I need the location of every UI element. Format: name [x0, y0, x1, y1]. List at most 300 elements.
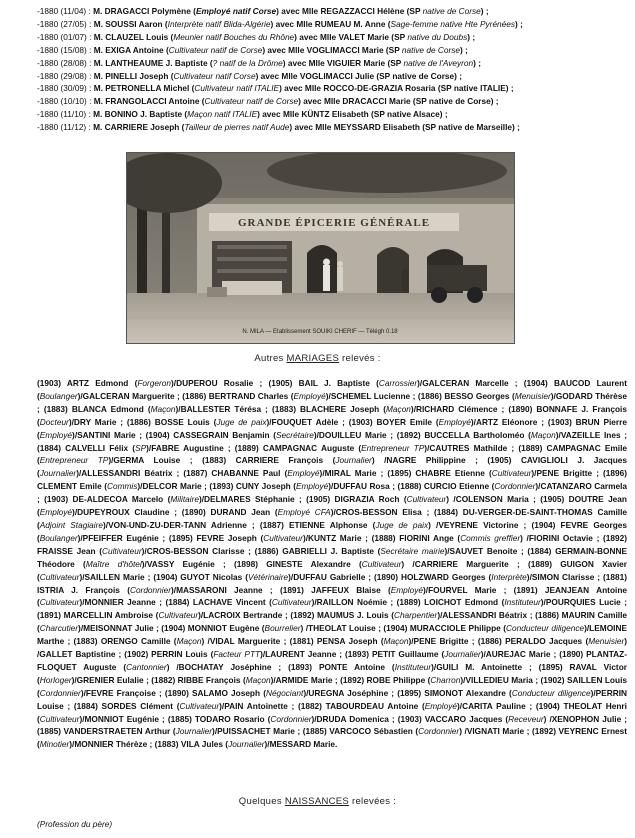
year: (1884) [165, 597, 190, 608]
year: (1890) [164, 687, 189, 698]
year: (1889) [396, 597, 421, 608]
profession: Commis [106, 481, 138, 492]
paren: ) [77, 532, 81, 543]
person-name: /GRENIER Eulalie ; [74, 674, 152, 685]
year: (1884) [433, 507, 458, 518]
person-name: SAILLEN Louis [564, 674, 627, 685]
year: (1895) [538, 661, 563, 672]
person-name: CLEMENT Emile [37, 481, 105, 492]
paren: ( [37, 713, 40, 724]
paren: ( [491, 481, 495, 492]
profession: Menuisier [514, 390, 551, 401]
profession: Charcutier [39, 623, 79, 634]
paren: ) [535, 481, 539, 492]
section-title-prefix: Quelques [238, 796, 285, 807]
year: (1895) [387, 468, 412, 479]
person-name: CHABRE Etienne [411, 468, 489, 479]
paren: ) [330, 507, 334, 518]
person-name: /THEOLAT Louise ; [303, 623, 384, 634]
year: (1886) [126, 416, 151, 427]
person-name: CASSEGRAIN Benjamin [169, 429, 274, 440]
person-name: /MONNIOT Eugénie ; [82, 713, 168, 724]
profession: Cultivateur [406, 494, 447, 505]
person-name: /RICHARD Clémence ; [413, 403, 509, 414]
paren: ( [242, 674, 246, 685]
paren: ) [72, 507, 75, 518]
year: (1889) [518, 442, 543, 453]
paren: ) [460, 674, 464, 685]
marriage-entry: -1880 (11/12) : M. CARRIERE Joseph (Tailleur de pierres natif Aude) avec Mlle MEYSSARD Elisabeth (SP native de Marseille) ; [37, 122, 520, 133]
person-name: /VIGNATI Marie ; [461, 726, 532, 737]
profession: Entrepreneur TP [39, 455, 109, 466]
profession: Maçon [386, 403, 411, 414]
person-name: /VILLEDIEU Maria ; [463, 674, 541, 685]
person-name: /MEISONNAT Julie ; [80, 623, 162, 634]
person-name: DIGRAZIA Roch [330, 494, 404, 505]
year: (1896) [603, 468, 628, 479]
profession: Employé [438, 416, 471, 427]
person-name: LACHAVE Vincent [189, 597, 270, 608]
person-name: CAMPAGNAC Emile [542, 442, 627, 453]
paren: ( [380, 636, 384, 647]
profession: Maçon [530, 429, 556, 440]
profession: Maçon [150, 403, 176, 414]
person-name: JAFFEUX Blaise [303, 584, 388, 595]
profession: Cultivateur [39, 713, 80, 724]
paren: ) [311, 597, 315, 608]
person-name: BOSSE Louis [150, 416, 214, 427]
year: (1884) [73, 700, 98, 711]
profession: Cultivateur [39, 597, 80, 608]
person-name: /PERRIN Louise ; [37, 687, 627, 711]
person-name: RAVAL Victor [562, 661, 627, 672]
person-name: BERTRAND Charles [206, 390, 291, 401]
person-name: /DRUDA Domenica ; [314, 713, 398, 724]
person-name: MAUMUS J. Louis [314, 610, 392, 621]
year: (1893) [209, 481, 234, 492]
paren: ) [198, 610, 201, 621]
profession: Employé [424, 700, 457, 711]
person-name: ETIENNE Alphonse [283, 519, 373, 530]
person-name: /CARRIERE Marguerite ; [404, 558, 528, 569]
paren: ) [408, 636, 412, 647]
paren: ) [78, 623, 81, 634]
profession: Employé [295, 481, 329, 492]
paren: ( [332, 455, 336, 466]
profession: Journalier [39, 468, 77, 479]
paren: ) [270, 674, 274, 685]
paren: ) [80, 687, 84, 698]
profession: Juge de paix [216, 416, 267, 427]
paren: ( [260, 532, 264, 543]
year: (1904) [523, 378, 548, 388]
paren: ) [624, 636, 627, 647]
year: (1892) [531, 726, 556, 737]
paren: ) [288, 571, 291, 582]
paren: ) [264, 739, 268, 750]
year: (1885) [302, 726, 327, 737]
paren: ( [585, 636, 589, 647]
paren: ( [123, 661, 127, 672]
person-name: /COLENSON Maria ; [449, 494, 541, 505]
year: (1888) [397, 481, 422, 492]
person-name: MAURIN Camille [559, 610, 627, 621]
paren: ) [319, 468, 323, 479]
person-name: /VEYRENE Victorine ; [430, 519, 532, 530]
person-name: /PENE Brigitte ; [411, 636, 478, 647]
profession: Secrétaire [276, 429, 314, 440]
person-name: /RAILLON Noémie ; [314, 597, 397, 608]
person-name: /MONNIER Thérèze ; [72, 739, 155, 750]
person-name: BLACHERE Joseph [295, 403, 384, 414]
paren: ) [410, 403, 414, 414]
paren: ( [37, 571, 40, 582]
paren: ( [505, 713, 509, 724]
paren: ( [225, 739, 229, 750]
paren: ( [387, 584, 391, 595]
paren: ) [431, 661, 434, 672]
paren: ( [37, 687, 40, 698]
year: (1884) [37, 442, 61, 453]
person-name: MARCELLIN Ambroise [60, 610, 156, 621]
person-name: VANDERSTRAETEN Arthur [60, 726, 173, 737]
person-name: BAIL J. Baptiste [292, 378, 377, 388]
person-name: /LAURENT Jeanne ; [262, 649, 346, 660]
paren: ( [509, 687, 512, 698]
marriage-entry: -1880 (01/07) : M. CLAUZEL Louis (Meunier natif Bouches du Rhône) avec Mlle VALET Marie (SP native du Doubs) ; [37, 31, 476, 42]
paren: ) [69, 739, 73, 750]
profession: Menuisier [588, 636, 625, 647]
paren: ( [391, 610, 394, 621]
profession: Militaire [170, 494, 199, 505]
paren: ) [171, 584, 174, 595]
profession: Cordonnier [494, 481, 536, 492]
person-name: /CROS-BESSON Elisa ; [333, 507, 434, 518]
person-name: CURCIO Etienne [421, 481, 492, 492]
person-name: /AUREJAC Marie ; [483, 649, 560, 660]
paren: ( [403, 494, 407, 505]
person-name: /SAUVET Benoite ; [447, 545, 528, 556]
paren: ) [401, 558, 405, 569]
paren: ) [526, 571, 530, 582]
paren: ( [501, 597, 505, 608]
person-name: /PAIN Antoinette ; [221, 700, 298, 711]
marriage-entry: -1880 (27/05) : M. SOUSSI Aaron (Interprète natif Blida-Algérie) avec Mlle RUMEAU M. Anne (Sage-femme native Hte Pyrénées) ; [37, 18, 523, 29]
person-name: /ALESSANDRI Béatrix ; [440, 610, 536, 621]
paren: ) [303, 687, 307, 698]
person-name: VACCARO Jacques [421, 713, 506, 724]
person-name: VEYRENC Ernest [555, 726, 628, 737]
person-name: BOYER Emile [372, 416, 436, 427]
person-name: LOICHOT Edmond [420, 597, 502, 608]
paren: ) [79, 571, 83, 582]
profession: SP [135, 442, 147, 453]
year: (1904) [145, 429, 170, 440]
year: (1881) [603, 571, 627, 582]
paren: ( [83, 558, 86, 569]
paren: ( [210, 649, 214, 660]
year: (1890) [181, 507, 206, 518]
person-name: /CAUTRES Mathilde ; [427, 442, 519, 453]
profession: Charron [430, 674, 461, 685]
person-name: /DUPEROU Rosalie ; [173, 378, 269, 388]
paren: ) [77, 390, 81, 401]
person-name: /LACROIX Bertrande ; [200, 610, 291, 621]
profession: Employé [39, 507, 73, 518]
profession: Maître d'hôtel [85, 558, 142, 569]
profession: Journalier [444, 649, 481, 660]
year: (1883) [202, 455, 227, 466]
year: (1895) [397, 687, 422, 698]
year: (1905) [268, 378, 293, 388]
person-name: PETIT Guillaume [369, 649, 442, 660]
person-name: /GUILI M. Antoinette ; [433, 661, 539, 672]
paren: ( [293, 481, 296, 492]
paren: ( [134, 378, 138, 388]
paren: ( [376, 378, 379, 388]
other-marriages-paragraph [37, 377, 627, 751]
paren: ( [358, 558, 362, 569]
year: (1889) [234, 442, 259, 453]
year: (1891) [37, 610, 61, 621]
year: (1903) [547, 416, 572, 427]
section-title-prefix: Autres [254, 353, 287, 364]
person-name: GABRIELLI J. Baptiste [278, 545, 378, 556]
paren: ) [550, 390, 554, 401]
paren: ) [313, 429, 317, 440]
profession: Cultivateur [101, 545, 142, 556]
paren: ( [488, 468, 492, 479]
person-name: GINESTE Alexandre [257, 558, 359, 569]
year: (1886) [254, 545, 279, 556]
profession: Cordonnier [39, 687, 81, 698]
paren: ) [444, 545, 448, 556]
profession: Instituteur [504, 597, 541, 608]
paren: ( [37, 623, 40, 634]
paren: ( [37, 597, 40, 608]
profession: Boulanger [39, 390, 78, 401]
paren: ( [37, 455, 40, 466]
year: (1903) [397, 713, 422, 724]
paren: ) [371, 455, 375, 466]
paren: ( [273, 429, 277, 440]
profession: Adjoint Stagiaire [39, 519, 104, 530]
person-name: /VIDAL Marguerite ; [204, 636, 290, 647]
person-name: PERRIN Louis [148, 649, 211, 660]
paren: ) [328, 481, 332, 492]
person-name: FEVRE Georges [555, 519, 628, 530]
person-name: /FOURVEL Marie ; [425, 584, 514, 595]
paren: ( [172, 726, 176, 737]
person-name: ROBE Philippe [364, 674, 428, 685]
paren: ) [417, 378, 420, 388]
paren: ( [488, 571, 492, 582]
year: (1889) [527, 558, 552, 569]
profession: Employé [390, 584, 424, 595]
paren: ) [457, 700, 460, 711]
paren: ( [37, 390, 40, 401]
paren: ) [141, 545, 145, 556]
profession: Cultivateur [491, 468, 532, 479]
year: (1898) [233, 558, 258, 569]
profession-footnote: (Profession du père) [37, 819, 113, 829]
paren: ) [108, 455, 112, 466]
year: (1890) [559, 649, 584, 660]
person-name: /MASSARONI Jeanne ; [173, 584, 280, 595]
year: (1891) [279, 584, 304, 595]
profession: Journalier [335, 455, 372, 466]
year: (1892) [603, 532, 627, 543]
paren: ( [37, 507, 40, 518]
person-name: FEVRE Joseph [192, 532, 261, 543]
paren: ( [104, 481, 107, 492]
person-name: DU-VERGER-DE-SAINT-THOMAS Camille [457, 507, 627, 518]
paren: ( [290, 390, 294, 401]
paren: ) [260, 649, 263, 660]
person-name: GUIGON Xavier [551, 558, 628, 569]
paren: ( [377, 545, 381, 556]
year: (1904) [383, 623, 408, 634]
year: (1891) [513, 584, 538, 595]
paren: ( [263, 687, 266, 698]
person-name: /PFEIFFER Eugénie ; [80, 532, 169, 543]
person-name: BESSO Georges [441, 390, 513, 401]
person-name: /FABRE Augustine ; [148, 442, 235, 453]
paren: ( [427, 674, 431, 685]
paren: ( [37, 468, 40, 479]
paren: ) [79, 713, 83, 724]
person-name: /MIRAL Marie ; [322, 468, 388, 479]
person-name: MURACCIOLE Philippe [407, 623, 504, 634]
year: (1884) [527, 545, 552, 556]
year: (1886) [182, 390, 207, 401]
paren: ( [99, 545, 102, 556]
person-name: ARTZ Edmond [60, 378, 135, 388]
person-name: /KUNTZ Marie ; [305, 532, 372, 543]
person-name: ORENGO Camille [97, 636, 174, 647]
paren: ( [155, 610, 159, 621]
person-name: /FEVRE Françoise ; [83, 687, 165, 698]
paren: ( [176, 700, 180, 711]
paren: ) [520, 532, 523, 543]
year: (1902) [540, 674, 565, 685]
year: (1883) [272, 403, 296, 414]
person-name: /DELCOR Marie ; [140, 481, 210, 492]
profession: Carrossier [378, 378, 418, 388]
paren: ) [480, 649, 484, 660]
year: (1890) [374, 571, 399, 582]
profession: Cultivateur [179, 700, 220, 711]
person-name: ISTRIA J. François [37, 584, 128, 595]
shop-sign: GRANDE ÉPICERIE GÉNÉRALE [237, 217, 431, 229]
person-name: BONNAFE J. François [532, 403, 627, 414]
person-name: /GERMA Louise ; [111, 455, 203, 466]
paren: ) [300, 623, 304, 634]
marriage-entry: -1880 (11/04) : M. DRAGACCI Polymène (Employé natif Corse) avec Mlle REGAZZACCI Hélène (SP native de Corse) ; [37, 6, 489, 16]
year: (1904) [531, 519, 556, 530]
person-name: BRUN Pierre [571, 416, 627, 427]
paren: ) [540, 597, 544, 608]
paren: ( [127, 584, 130, 595]
year: (1887) [259, 519, 284, 530]
year: (1883) [43, 403, 68, 414]
profession: Cordonnier [129, 584, 172, 595]
person-name: /VON-UND-ZU-DER-TANN Adrienne ; [105, 519, 260, 530]
person-name: PENSA Joseph [313, 636, 381, 647]
person-name: /UREGNA Joséphine ; [306, 687, 398, 698]
person-name: PONTE Antoine [312, 661, 392, 672]
paren: ) [166, 661, 170, 672]
profession: Instituteur [394, 661, 432, 672]
paren: ( [391, 661, 395, 672]
profession: Employé [293, 390, 326, 401]
marriage-entry: -1880 (29/08) : M. PINELLI Joseph (Cultivateur natif Corse) avec Mlle VOGLIMACCI Julie (SP native de Corse) ; [37, 70, 462, 81]
person-name: /DUFFAU Rosa ; [331, 481, 398, 492]
profession: Minotier [39, 739, 70, 750]
person-name: /FIORINI Octavie ; [522, 532, 604, 543]
person-name: /DUPEYROUX Claudine ; [74, 507, 182, 518]
paren: ) [175, 403, 179, 414]
person-name: FRAISSE Jean [37, 545, 100, 556]
paren: ( [421, 700, 425, 711]
person-name: /MESSARD Marie. [267, 739, 338, 750]
person-name: /DOUILLEU Marie ; [316, 429, 397, 440]
person-name: PLANTAZ-FLOQUET Auguste [37, 649, 628, 672]
person-name: /GALCERAN Marguerite ; [80, 390, 183, 401]
profession: Conducteur diligence [506, 623, 585, 634]
person-name: CUNY Joseph [233, 481, 294, 492]
person-name: CARRIERE François [226, 455, 333, 466]
section-title-births [0, 796, 635, 807]
person-name: SALAMO Joseph [188, 687, 264, 698]
paren: ( [441, 649, 445, 660]
year: (1892) [396, 429, 421, 440]
person-name: PERALDO Jacques [501, 636, 586, 647]
marriage-entry: -1880 (10/10) : M. FRANGOLACCI Antoine (Cultivateur natif de Corse) avec Mlle DRACACCI Marie (SP native de Corse) ; [37, 96, 499, 107]
paren: ( [167, 494, 171, 505]
paren: ( [512, 390, 515, 401]
person-name: GUYOT Nicolas [177, 571, 246, 582]
paren: ) [590, 687, 594, 698]
paren: ( [37, 519, 40, 530]
section-title-keyword: MARIAGES [286, 353, 340, 364]
profession: Cordonnier [418, 726, 460, 737]
person-name: /POURQUIES Lucie ; [543, 597, 627, 608]
paren: ) [446, 494, 450, 505]
person-name: FIORINI Ange [395, 532, 458, 543]
person-name: /MONNIER Jeanne ; [82, 597, 166, 608]
paren: ( [147, 403, 151, 414]
paren: ( [284, 468, 288, 479]
year: (1905) [540, 494, 565, 505]
person-name: SORDES Clément [97, 700, 177, 711]
person-name: VARCOCO Sébastien [326, 726, 416, 737]
year: (1886) [417, 390, 442, 401]
person-name: /DRY Marie ; [71, 416, 127, 427]
profession: Employé [39, 429, 73, 440]
marriages-1880-list [37, 5, 627, 134]
profession: Négociant [265, 687, 304, 698]
section-title-suffix: relevés : [339, 353, 381, 364]
person-name: /SCHEMEL Lucienne ; [328, 390, 418, 401]
person-name: RIBBE François [175, 674, 243, 685]
person-name: /ALLESSANDRI Béatrix ; [78, 468, 184, 479]
year: (1888) [371, 532, 396, 543]
paren: ) [141, 558, 145, 569]
paren: ) [311, 713, 315, 724]
profession: Bourrelier [264, 623, 301, 634]
person-name: HOLZWARD Georges [398, 571, 489, 582]
